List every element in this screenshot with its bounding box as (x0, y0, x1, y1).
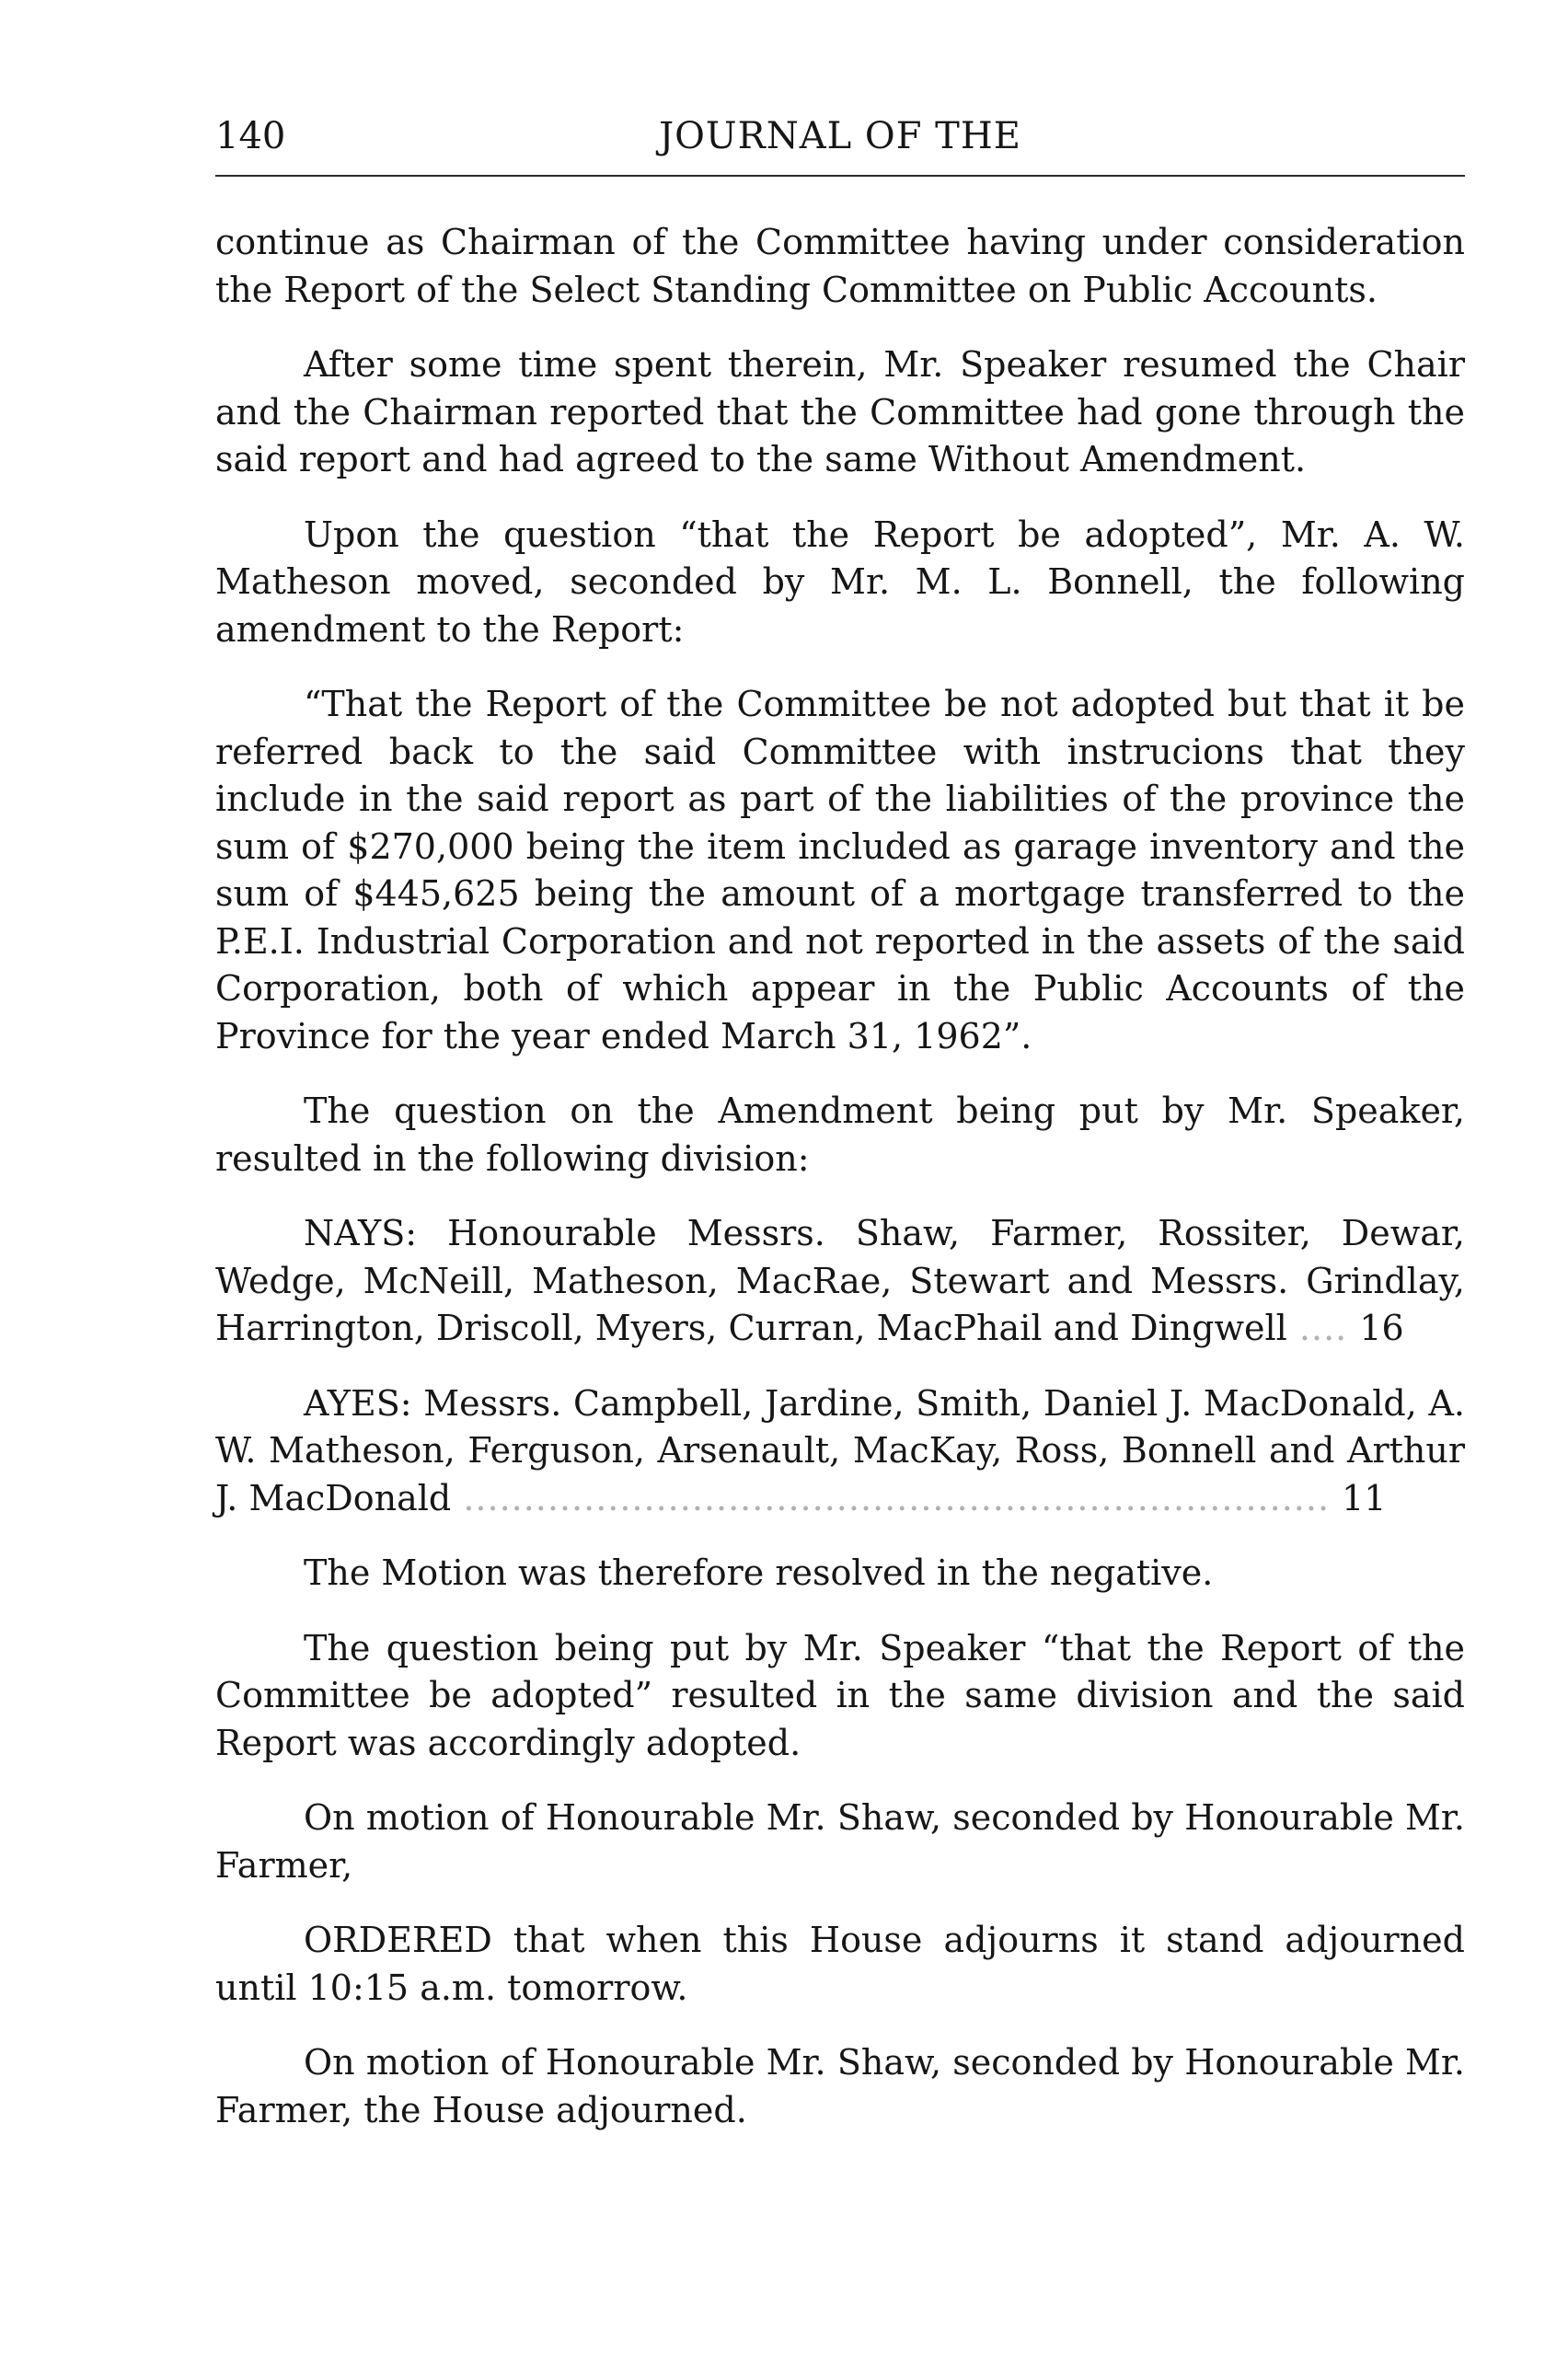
ayes-count: 11 (1342, 1477, 1387, 1518)
division-ayes (215, 1380, 1465, 1523)
running-head: JOURNAL OF THE (659, 115, 1021, 157)
ayes-leader: ........................................................................ (451, 1477, 1343, 1518)
nays-names: NAYS: Honourable Messrs. Shaw, Farmer, Rossiter, Dewar, Wedge, McNeill, Matheson, MacRae, Stewart and Messrs. Grindlay, Harrington, Driscoll, Myers, Curran, MacPhail and Dingwell (215, 1213, 1465, 1348)
page-header (215, 109, 1465, 164)
page-body (215, 219, 1465, 2134)
paragraph-continuation: continue as Chairman of the Committee having under consideration the Report of the Select Standing Committee on Public Accounts. (215, 222, 1465, 310)
paragraph-committee-report: After some time spent therein, Mr. Speaker resumed the Chair and the Chairman reported that the Committee had gone through the said report and had agreed to the same Without Amendment. (215, 344, 1465, 479)
page-number: 140 (215, 115, 286, 157)
paragraph-motion-resolved: The Motion was therefore resolved in the negative. (304, 1552, 1214, 1593)
paragraph-amendment-text: “That the Report of the Committee be not adopted but that it be referred back to the said Committee with instrucions that they include in the said report as part of the liabilities of the province the sum of $270,000 being the item included as garage inventory and the sum of $445,625 being the amount of a mortgage transferred to the P.E.I. Industrial Corporation and not reported in the assets of the said Corporation, both of which appear in the Public Accounts of the Province for the year ended March 31, 1962”. (215, 684, 1465, 1056)
division-nays (215, 1210, 1465, 1353)
paragraph-division-intro: The question on the Amendment being put by Mr. Speaker, resulted in the following division: (215, 1091, 1465, 1179)
nays-count: 16 (1359, 1308, 1404, 1348)
paragraph-report-adopted: The question being put by Mr. Speaker “that the Report of the Committee be adopted” resulted in the same division and the said Report was accordingly adopted. (215, 1627, 1465, 1763)
paragraph-ordered: ORDERED that when this House adjourns it stand adjourned until 10:15 a.m. tomorrow. (215, 1920, 1465, 2008)
paragraph-adjourned: On motion of Honourable Mr. Shaw, seconded by Honourable Mr. Farmer, the House adjourned. (215, 2042, 1465, 2130)
paragraph-motion-shaw: On motion of Honourable Mr. Shaw, seconded by Honourable Mr. Farmer, (215, 1797, 1465, 1886)
ayes-names: AYES: Messrs. Campbell, Jardine, Smith, Daniel J. MacDonald, A. W. Matheson, Ferguson, Arsenault, MacKay, Ross, Bonnell and Arthur J. MacDonald (215, 1382, 1465, 1518)
nays-leader: .... (1286, 1308, 1360, 1348)
paragraph-amendment-motion: Upon the question “that the Report be adopted”, Mr. A. W. Matheson moved, seconded by Mr. M. L. Bonnell, the following amendment to the Report: (215, 514, 1465, 650)
header-rule (215, 175, 1465, 177)
